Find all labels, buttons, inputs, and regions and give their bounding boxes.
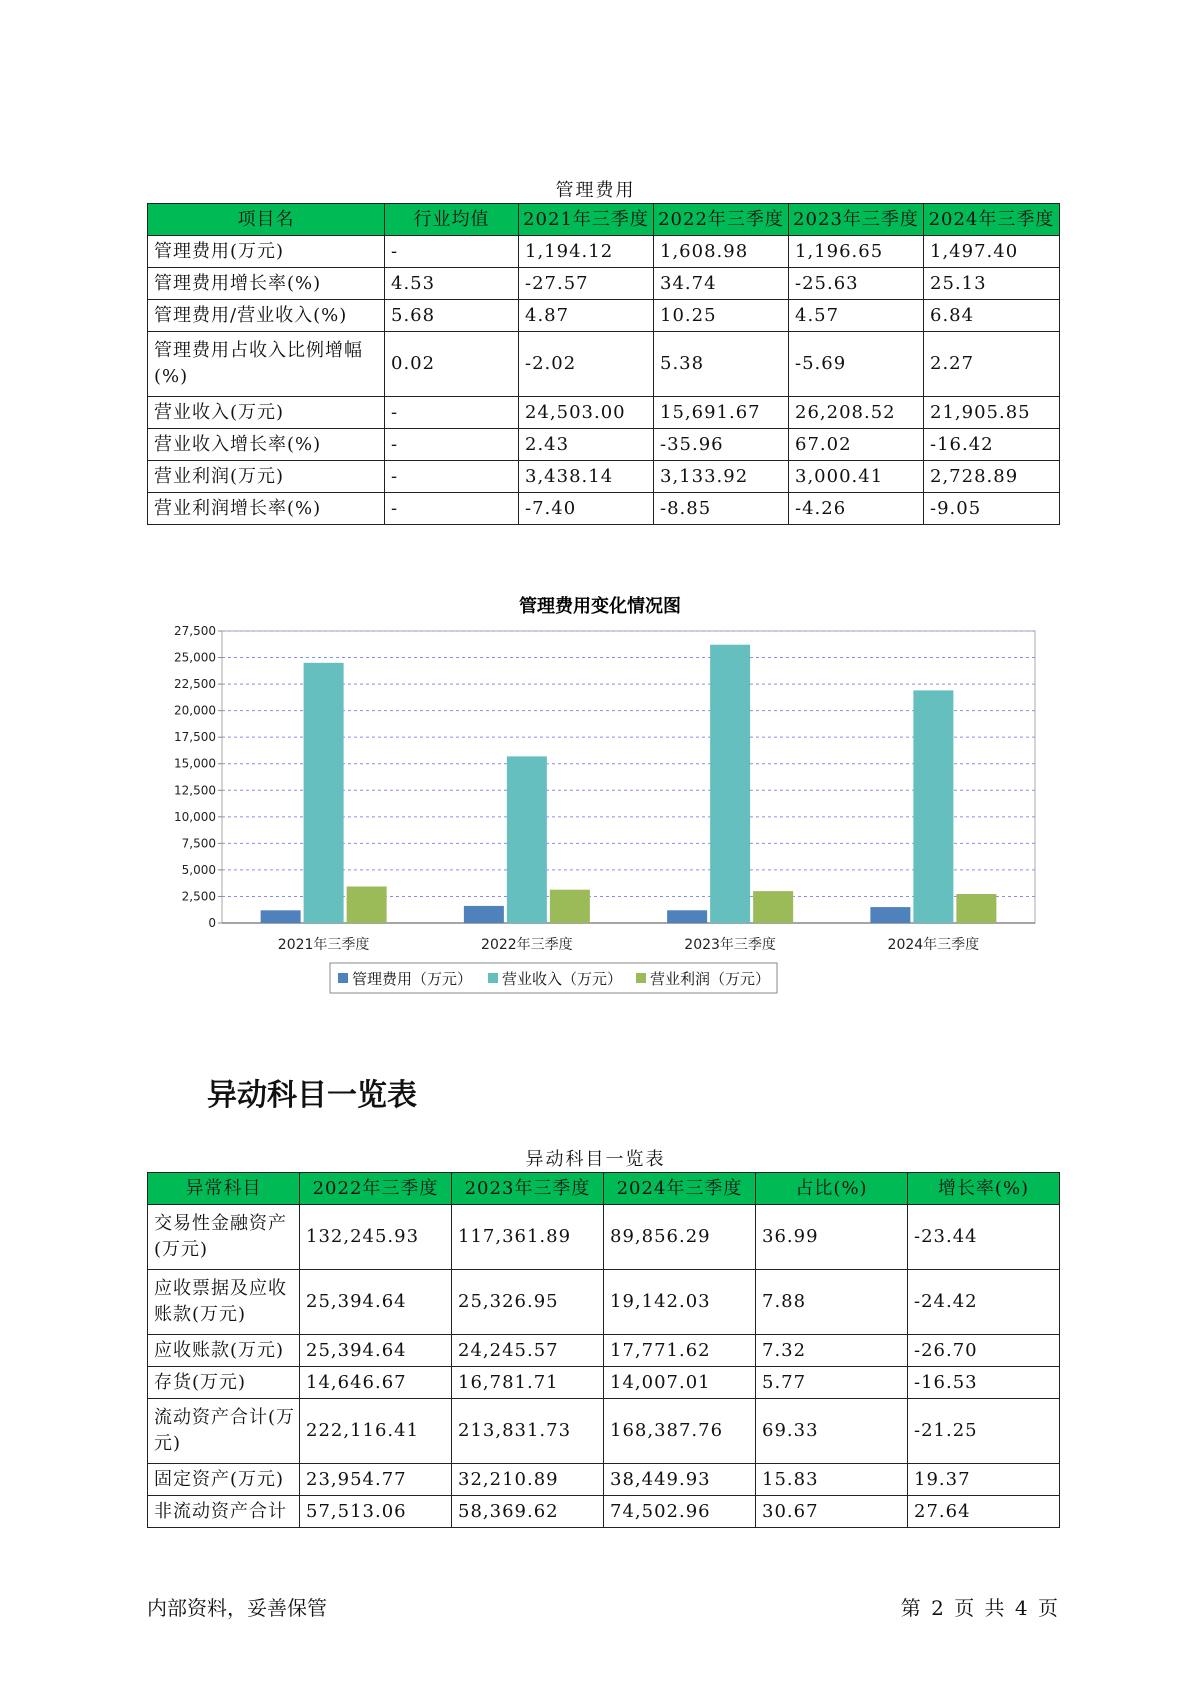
value-cell: -27.57 — [519, 268, 654, 300]
row-label-cell: 应收账款(万元) — [148, 1335, 300, 1367]
management-expense-chart — [147, 590, 1047, 1040]
value-cell: 5.38 — [654, 332, 789, 397]
value-cell: - — [385, 397, 519, 429]
value-cell: 24,503.00 — [519, 397, 654, 429]
value-cell: -23.44 — [908, 1205, 1060, 1270]
column-header: 2024年三季度 — [924, 204, 1060, 236]
y-tick-label: 5,000 — [181, 862, 216, 877]
table-row — [148, 332, 1060, 397]
value-cell: 7.32 — [756, 1335, 908, 1367]
value-cell: 23,954.77 — [300, 1464, 452, 1496]
row-label-cell: 应收票据及应收账款(万元) — [148, 1270, 300, 1335]
table-header-row — [148, 1173, 1060, 1205]
row-label-cell: 管理费用(万元) — [148, 236, 385, 268]
value-cell: 4.87 — [519, 300, 654, 332]
y-tick-label: 2,500 — [181, 889, 216, 904]
table1-caption: 管理费用 — [555, 180, 636, 201]
row-label-cell: 固定资产(万元) — [148, 1464, 300, 1496]
table-row — [148, 1367, 1060, 1399]
column-header: 2023年三季度 — [452, 1173, 604, 1205]
table-row — [148, 268, 1060, 300]
row-label-cell: 管理费用增长率(%) — [148, 268, 385, 300]
value-cell: - — [385, 236, 519, 268]
value-cell: 3,438.14 — [519, 461, 654, 493]
table-row — [148, 1270, 1060, 1335]
bar — [913, 690, 953, 923]
value-cell: -2.02 — [519, 332, 654, 397]
value-cell: 168,387.76 — [604, 1399, 756, 1464]
value-cell: -9.05 — [924, 493, 1060, 525]
value-cell: 36.99 — [756, 1205, 908, 1270]
row-label-cell: 非流动资产合计 — [148, 1496, 300, 1528]
row-label-cell: 营业利润增长率(%) — [148, 493, 385, 525]
value-cell: 67.02 — [789, 429, 924, 461]
column-header: 2024年三季度 — [604, 1173, 756, 1205]
value-cell: 2,728.89 — [924, 461, 1060, 493]
value-cell: 38,449.93 — [604, 1464, 756, 1496]
x-tick-label: 2021年三季度 — [277, 937, 370, 953]
y-tick-label: 17,500 — [174, 730, 216, 745]
value-cell: 5.68 — [385, 300, 519, 332]
column-header: 2022年三季度 — [300, 1173, 452, 1205]
value-cell: -4.26 — [789, 493, 924, 525]
value-cell: - — [385, 493, 519, 525]
value-cell: -24.42 — [908, 1270, 1060, 1335]
table-row — [148, 493, 1060, 525]
value-cell: -25.63 — [789, 268, 924, 300]
footer-page-number: 第 2 页 共 4 页 — [900, 1596, 1058, 1620]
column-header: 项目名 — [148, 204, 385, 236]
footer-confidential-note: 内部资料，妥善保管 — [147, 1596, 327, 1620]
value-cell: 7.88 — [756, 1270, 908, 1335]
value-cell: 30.67 — [756, 1496, 908, 1528]
value-cell: 26,208.52 — [789, 397, 924, 429]
value-cell: 25,326.95 — [452, 1270, 604, 1335]
y-tick-label: 20,000 — [174, 703, 216, 718]
value-cell: 19,142.03 — [604, 1270, 756, 1335]
value-cell: 3,000.41 — [789, 461, 924, 493]
table-row — [148, 1205, 1060, 1270]
y-tick-label: 15,000 — [174, 756, 216, 771]
section-heading: 异动科目一览表 — [207, 1078, 417, 1113]
value-cell: 1,608.98 — [654, 236, 789, 268]
value-cell: 5.77 — [756, 1367, 908, 1399]
value-cell: 25,394.64 — [300, 1335, 452, 1367]
row-label-cell: 营业利润(万元) — [148, 461, 385, 493]
value-cell: 1,497.40 — [924, 236, 1060, 268]
table-header-row — [148, 204, 1060, 236]
value-cell: 19.37 — [908, 1464, 1060, 1496]
row-label-cell: 管理费用占收入比例增幅(%) — [148, 332, 385, 397]
x-tick-label: 2023年三季度 — [684, 937, 776, 953]
value-cell: 117,361.89 — [452, 1205, 604, 1270]
column-header: 占比(%) — [756, 1173, 908, 1205]
value-cell: -16.42 — [924, 429, 1060, 461]
row-label-cell: 营业收入增长率(%) — [148, 429, 385, 461]
value-cell: 25.13 — [924, 268, 1060, 300]
value-cell: -7.40 — [519, 493, 654, 525]
column-header: 增长率(%) — [908, 1173, 1060, 1205]
y-tick-label: 25,000 — [174, 650, 216, 665]
value-cell: -21.25 — [908, 1399, 1060, 1464]
value-cell: 10.25 — [654, 300, 789, 332]
value-cell: 69.33 — [756, 1399, 908, 1464]
management-expense-table — [147, 203, 1060, 525]
chart-title: 管理费用变化情况图 — [519, 596, 681, 617]
x-tick-label: 2022年三季度 — [481, 937, 573, 953]
value-cell: 57,513.06 — [300, 1496, 452, 1528]
column-header: 2022年三季度 — [654, 204, 789, 236]
table-row — [148, 1464, 1060, 1496]
value-cell: -16.53 — [908, 1367, 1060, 1399]
bar — [464, 906, 504, 923]
value-cell: -35.96 — [654, 429, 789, 461]
y-tick-label: 0 — [208, 916, 216, 930]
column-header: 行业均值 — [385, 204, 519, 236]
value-cell: 0.02 — [385, 332, 519, 397]
bar — [261, 910, 301, 923]
row-label-cell: 交易性金融资产(万元) — [148, 1205, 300, 1270]
value-cell: 222,116.41 — [300, 1399, 452, 1464]
bar — [870, 907, 910, 923]
bar — [956, 894, 996, 923]
legend-label: 营业利润（万元） — [650, 970, 771, 988]
abnormal-items-table — [147, 1172, 1060, 1528]
bar-chart-svg — [147, 590, 1047, 1040]
value-cell: - — [385, 429, 519, 461]
value-cell: 2.43 — [519, 429, 654, 461]
column-header: 异常科目 — [148, 1173, 300, 1205]
value-cell: 3,133.92 — [654, 461, 789, 493]
value-cell: 16,781.71 — [452, 1367, 604, 1399]
table-row — [148, 300, 1060, 332]
table-row — [148, 1399, 1060, 1464]
value-cell: 132,245.93 — [300, 1205, 452, 1270]
value-cell: 213,831.73 — [452, 1399, 604, 1464]
value-cell: - — [385, 461, 519, 493]
value-cell: 25,394.64 — [300, 1270, 452, 1335]
table-row — [148, 461, 1060, 493]
column-header: 2023年三季度 — [789, 204, 924, 236]
value-cell: 89,856.29 — [604, 1205, 756, 1270]
table2-caption: 异动科目一览表 — [525, 1149, 666, 1170]
value-cell: 74,502.96 — [604, 1496, 756, 1528]
bar — [507, 756, 547, 923]
bar — [304, 663, 344, 923]
value-cell: 17,771.62 — [604, 1335, 756, 1367]
y-tick-label: 10,000 — [174, 809, 216, 824]
table-row — [148, 397, 1060, 429]
legend-label: 营业收入（万元） — [502, 970, 623, 988]
legend-swatch — [338, 973, 348, 983]
row-label-cell: 营业收入(万元) — [148, 397, 385, 429]
table-row — [148, 1496, 1060, 1528]
value-cell: 4.53 — [385, 268, 519, 300]
y-tick-label: 27,500 — [174, 624, 216, 638]
value-cell: 27.64 — [908, 1496, 1060, 1528]
bar — [667, 910, 707, 923]
row-label-cell: 流动资产合计(万元) — [148, 1399, 300, 1464]
value-cell: 14,646.67 — [300, 1367, 452, 1399]
value-cell: 24,245.57 — [452, 1335, 604, 1367]
y-tick-label: 7,500 — [181, 836, 216, 851]
legend-swatch — [636, 973, 646, 983]
bar — [550, 890, 590, 923]
bar — [710, 645, 750, 923]
value-cell: 6.84 — [924, 300, 1060, 332]
table-row — [148, 236, 1060, 268]
value-cell: 14,007.01 — [604, 1367, 756, 1399]
value-cell: -5.69 — [789, 332, 924, 397]
value-cell: 15,691.67 — [654, 397, 789, 429]
y-tick-label: 22,500 — [174, 677, 216, 692]
x-tick-label: 2024年三季度 — [887, 937, 980, 953]
legend-label: 管理费用（万元） — [352, 970, 473, 988]
value-cell: 58,369.62 — [452, 1496, 604, 1528]
value-cell: -8.85 — [654, 493, 789, 525]
value-cell: 21,905.85 — [924, 397, 1060, 429]
value-cell: 15.83 — [756, 1464, 908, 1496]
column-header: 2021年三季度 — [519, 204, 654, 236]
table-row — [148, 1335, 1060, 1367]
y-tick-label: 12,500 — [174, 783, 216, 798]
row-label-cell: 管理费用/营业收入(%) — [148, 300, 385, 332]
row-label-cell: 存货(万元) — [148, 1367, 300, 1399]
bar — [347, 886, 387, 923]
bar — [753, 891, 793, 923]
value-cell: 1,194.12 — [519, 236, 654, 268]
table-row — [148, 429, 1060, 461]
value-cell: 1,196.65 — [789, 236, 924, 268]
value-cell: -26.70 — [908, 1335, 1060, 1367]
value-cell: 32,210.89 — [452, 1464, 604, 1496]
value-cell: 2.27 — [924, 332, 1060, 397]
legend-swatch — [488, 973, 498, 983]
value-cell: 4.57 — [789, 300, 924, 332]
plot-frame — [222, 631, 1035, 923]
value-cell: 34.74 — [654, 268, 789, 300]
